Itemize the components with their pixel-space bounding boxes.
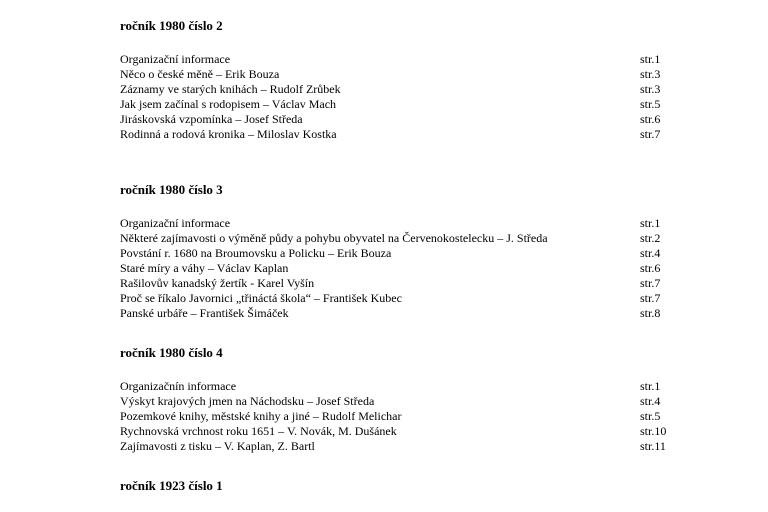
issue-section [120,345,680,454]
entry-title: Něco o české měně – Erik Bouza [120,67,280,81]
issue-section [120,18,680,142]
entry-page: str.7 [640,291,661,305]
entry-title: Povstání r. 1680 na Broumovsku a Policku – Erik Bouza [120,246,392,260]
entry-title: Rodinná a rodová kronika – Miloslav Kostka [120,127,337,141]
entry-title: Staré míry a váhy – Václav Kaplan [120,261,289,275]
toc-entry [120,394,680,409]
toc-entry [120,67,680,82]
issue-section [120,478,680,512]
entry-page: str.4 [640,394,661,408]
entry-page: str.1 [640,52,661,66]
entry-title: Záznamy ve starých knihách – Rudolf Zrůbek [120,82,341,96]
entry-title: Proč se říkalo Javornici „třináctá škola“ – František Kubec [120,291,402,305]
toc-entry [120,246,680,261]
toc-entry [120,379,680,394]
entry-title: Zajímavosti z tisku – V. Kaplan, Z. Bartl [120,439,315,453]
entry-title: Organizačnín informace [120,379,237,393]
entry-title: Organizační informace [120,216,231,230]
entry-page: str.1 [640,216,661,230]
entry-page: str.4 [640,246,661,260]
entry-page: str.5 [640,97,661,111]
entry-title: Organizační informace [120,52,231,66]
toc-entry [120,261,680,276]
entry-page: str.2 [640,231,661,245]
entry-title: Rašilovův kanadský žertík - Karel Vyšín [120,276,315,290]
entry-page: str.8 [640,306,661,320]
issue-heading: ročník 1980 číslo 2 [120,18,223,33]
entry-title: Jak jsem začínal s rodopisem – Václav Mach [120,97,337,111]
toc-entry [120,127,680,142]
toc-entry [120,291,680,306]
entry-page: str.6 [640,112,661,126]
entry-title: Rychnovská vrchnost roku 1651 – V. Novák, M. Dušánek [120,424,397,438]
toc-entry [120,216,680,231]
toc-entry [120,231,680,246]
entry-title: Výskyt krajových jmen na Náchodsku – Josef Středa [120,394,375,408]
toc-entry [120,82,680,97]
entry-page: str.11 [640,439,666,453]
entry-page: str.1 [640,379,661,393]
toc-entry [120,97,680,112]
issue-heading: ročník 1980 číslo 3 [120,182,223,197]
toc-entry [120,439,680,454]
issue-heading: ročník 1980 číslo 4 [120,345,223,360]
entry-title: Panské urbáře – František Šimáček [120,306,289,320]
toc-entry [120,112,680,127]
entry-page: str.10 [640,424,667,438]
entry-page: str.3 [640,67,661,81]
entry-page: str.7 [640,127,661,141]
toc-entry [120,306,680,321]
entry-page: str.5 [640,409,661,423]
entry-title: Některé zajímavosti o výměně půdy a pohybu obyvatel na Červenokostelecku – J. Středa [120,231,548,245]
toc-entry [120,276,680,291]
entry-page: str.6 [640,261,661,275]
toc-entry [120,52,680,67]
issue-section [120,182,680,321]
entry-page: str.7 [640,276,661,290]
toc-entry [120,424,680,439]
toc-entry [120,409,680,424]
entry-title: Pozemkové knihy, městské knihy a jiné – Rudolf Melichar [120,409,402,423]
issue-heading: ročník 1923 číslo 1 [120,478,223,493]
entry-page: str.3 [640,82,661,96]
entry-title: Jiráskovská vzpomínka – Josef Středa [120,112,303,126]
